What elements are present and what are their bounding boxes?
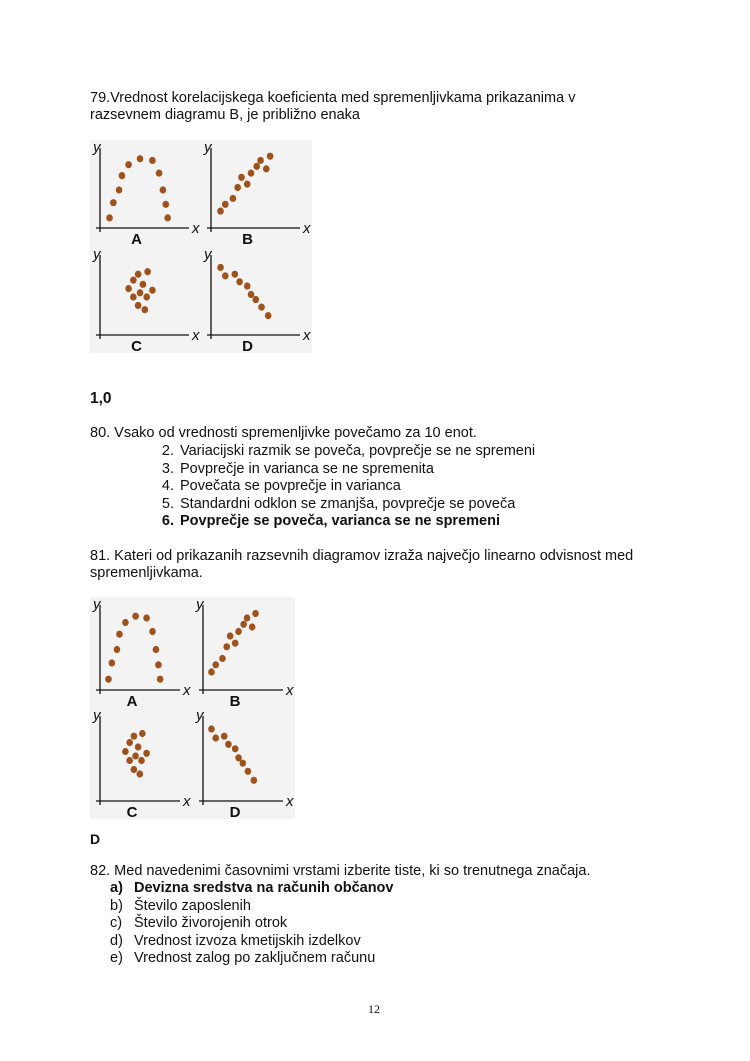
scatter-point [135,271,142,278]
scatter-point [208,668,215,675]
x-axis-label: x [192,327,200,344]
scatter-point [141,306,148,313]
scatter-point [257,157,264,164]
scatter-point [131,733,138,740]
q82-options [110,880,394,968]
scatter-point [110,199,117,206]
y-axis-label: y [204,246,212,263]
q80-option-label: Povečata se povprečje in varianca [180,478,401,494]
scatter-point [249,623,256,630]
scatter-point [125,161,132,168]
q79-panel-C [90,247,201,353]
scatter-point [122,619,129,626]
q81-text-line1: 81. Kateri od prikazanih razsevnih diagramov izraža največjo linearno odvisnost med [90,548,634,564]
scatter-point [139,730,146,737]
q79-text-line2: razsevnem diagramu B, je približno enaka [90,107,360,123]
scatter-plot-A [90,140,201,246]
q82-option-label: Devizna sredstva na računih občanov [134,880,394,896]
scatter-point [135,743,142,750]
scatter-point [236,278,243,285]
y-axis-label: y [93,139,101,156]
q79-panel-D [201,247,312,353]
scatter-point [217,208,224,215]
page-number: 12 [368,1002,380,1016]
scatter-point [109,659,116,666]
scatter-point [126,739,133,746]
panel-label: D [229,804,241,821]
scatter-point [153,646,160,653]
scatter-point [157,676,164,683]
scatter-point [149,287,156,294]
scatter-point [119,172,126,179]
q80-option [161,478,535,496]
q82-option-num: c) [110,915,123,931]
q82-option [110,915,393,933]
q80-option-num: 4. [161,478,174,494]
scatter-point [252,610,259,617]
scatter-point [244,614,251,621]
scatter-point [132,752,139,759]
scatter-point [114,646,121,653]
x-axis-label: x [183,682,191,699]
q82-option [110,880,394,898]
scatter-point [106,214,113,221]
scatter-point [232,640,239,647]
scatter-point [155,661,162,668]
q79-text-line1: 79.Vrednost korelacijskega koeficienta med spremenljivkama prikazanima v [90,90,576,106]
q82-option-num: e) [110,950,123,966]
scatter-point [143,293,150,300]
scatter-point [245,768,252,775]
q80-option-num: 5. [161,495,174,512]
x-axis-label: x [183,793,191,810]
q82-text: 82. Med navedenimi časovnimi vrstami izberite tiste, ki so trenutnega značaja. [90,863,591,879]
q82-option-label: Vrednost zalog po zaključnem računu [134,950,376,966]
y-axis-label: y [196,707,204,724]
x-axis-label: x [192,220,200,237]
q80-option-label: Povprečje in varianca se ne spremenita [180,460,434,477]
scatter-point [263,165,270,172]
scatter-point [116,186,123,193]
scatter-point [164,214,171,221]
scatter-point [208,725,215,732]
scatter-point [267,153,274,160]
q81-panel-A [90,597,192,708]
q82-option [110,932,393,951]
x-axis-label: x [303,220,311,237]
q82-option-label: Število zaposlenih [134,897,251,914]
q82-option-label: Število živorojenih otrok [134,915,288,931]
q82-option-num: b) [110,897,123,914]
q80-option [161,513,535,531]
scatter-point [219,655,226,662]
q82-option-num: a) [110,880,123,896]
scatter-point [138,757,145,764]
panel-label: B [242,231,253,248]
q81-text-line2: spremenljivkama. [90,565,203,581]
scatter-point [265,312,272,319]
q80-option-label: Povprečje se poveča, varianca se ne spremeni [180,513,500,529]
q80-option [161,460,535,479]
scatter-point [131,766,138,773]
q80-text: 80. Vsako od vrednosti spremenljivke povečamo za 10 enot. [90,425,477,441]
scatter-point [137,155,144,162]
scatter-point [156,170,163,177]
scatter-plot-C [90,708,192,819]
scatter-point [126,757,133,764]
scatter-point [143,750,150,757]
q82-option-label: Vrednost izvoza kmetijskih izdelkov [134,932,361,949]
scatter-point [248,170,255,177]
panel-label: C [126,804,138,821]
q81-scatter-figure [90,597,295,819]
scatter-point [235,628,242,635]
scatter-point [130,277,137,284]
q80-option-num: 3. [161,460,174,477]
scatter-point [240,760,247,767]
q81-answer: D [90,831,101,847]
panel-label: D [242,338,253,355]
panel-label: A [131,231,142,248]
q82-option [110,950,393,968]
scatter-plot-B [201,140,312,246]
scatter-point [230,195,237,202]
y-axis-label: y [204,139,212,156]
scatter-point [248,291,255,298]
scatter-point [222,272,229,279]
scatter-point [140,281,147,288]
q80-option [161,495,535,514]
scatter-point [149,157,156,164]
q80-option-label: Variacijski razmik se poveča, povprečje se ne spremeni [180,443,536,459]
scatter-point [160,186,167,193]
scatter-point [212,661,219,668]
scatter-point [225,741,232,748]
scatter-point [105,676,112,683]
x-axis-label: x [303,327,311,344]
q82-option [110,897,393,916]
q79-scatter-figure [90,140,312,353]
scatter-point [116,631,123,638]
scatter-plot-D [201,247,312,353]
scatter-point [212,734,219,741]
panel-label: A [126,693,138,710]
q80-option-num: 2. [161,443,174,459]
y-axis-label: y [93,246,101,263]
q81-panel-B [193,597,295,708]
q80-option-label: Standardni odklon se zmanjša, povprečje se poveča [180,495,516,512]
q80-option [161,443,536,461]
scatter-point [234,184,241,191]
scatter-point [232,745,239,752]
scatter-point [149,628,156,635]
scatter-point [222,201,229,208]
scatter-point [137,770,144,777]
q79-panel-A [90,140,201,246]
y-axis-label: y [93,596,101,613]
scatter-point [125,285,132,292]
q80-option-num: 6. [161,513,174,529]
q81-panel-D [193,708,295,819]
q82-option-num: d) [110,932,123,949]
scatter-point [251,777,258,784]
y-axis-label: y [196,596,204,613]
scatter-point [253,163,260,170]
scatter-point [135,302,142,309]
scatter-plot-A [90,597,192,708]
scatter-point [244,282,251,289]
y-axis-label: y [93,707,101,724]
scatter-plot-B [193,597,295,708]
scatter-point [122,748,129,755]
scatter-point [244,180,251,187]
scatter-point [238,174,245,181]
scatter-point [232,271,239,278]
q80-options [161,443,536,531]
scatter-point [240,621,247,628]
scatter-point [223,643,230,650]
scatter-point [144,268,151,275]
scatter-point [130,293,137,300]
scatter-point [143,614,150,621]
scatter-point [221,733,228,740]
panel-label: B [229,693,241,710]
scatter-point [227,632,234,639]
scatter-point [137,289,144,296]
x-axis-label: x [286,682,294,699]
panel-label: C [131,338,142,355]
scatter-plot-D [193,708,295,819]
scatter-point [132,613,139,620]
scatter-point [258,304,265,311]
scatter-point [217,264,224,271]
scatter-point [252,296,259,303]
x-axis-label: x [286,793,294,810]
q79-panel-B [201,140,312,246]
scatter-point [162,201,169,208]
q81-panel-C [90,708,192,819]
scatter-plot-C [90,247,201,353]
q79-answer: 1,0 [90,390,112,407]
